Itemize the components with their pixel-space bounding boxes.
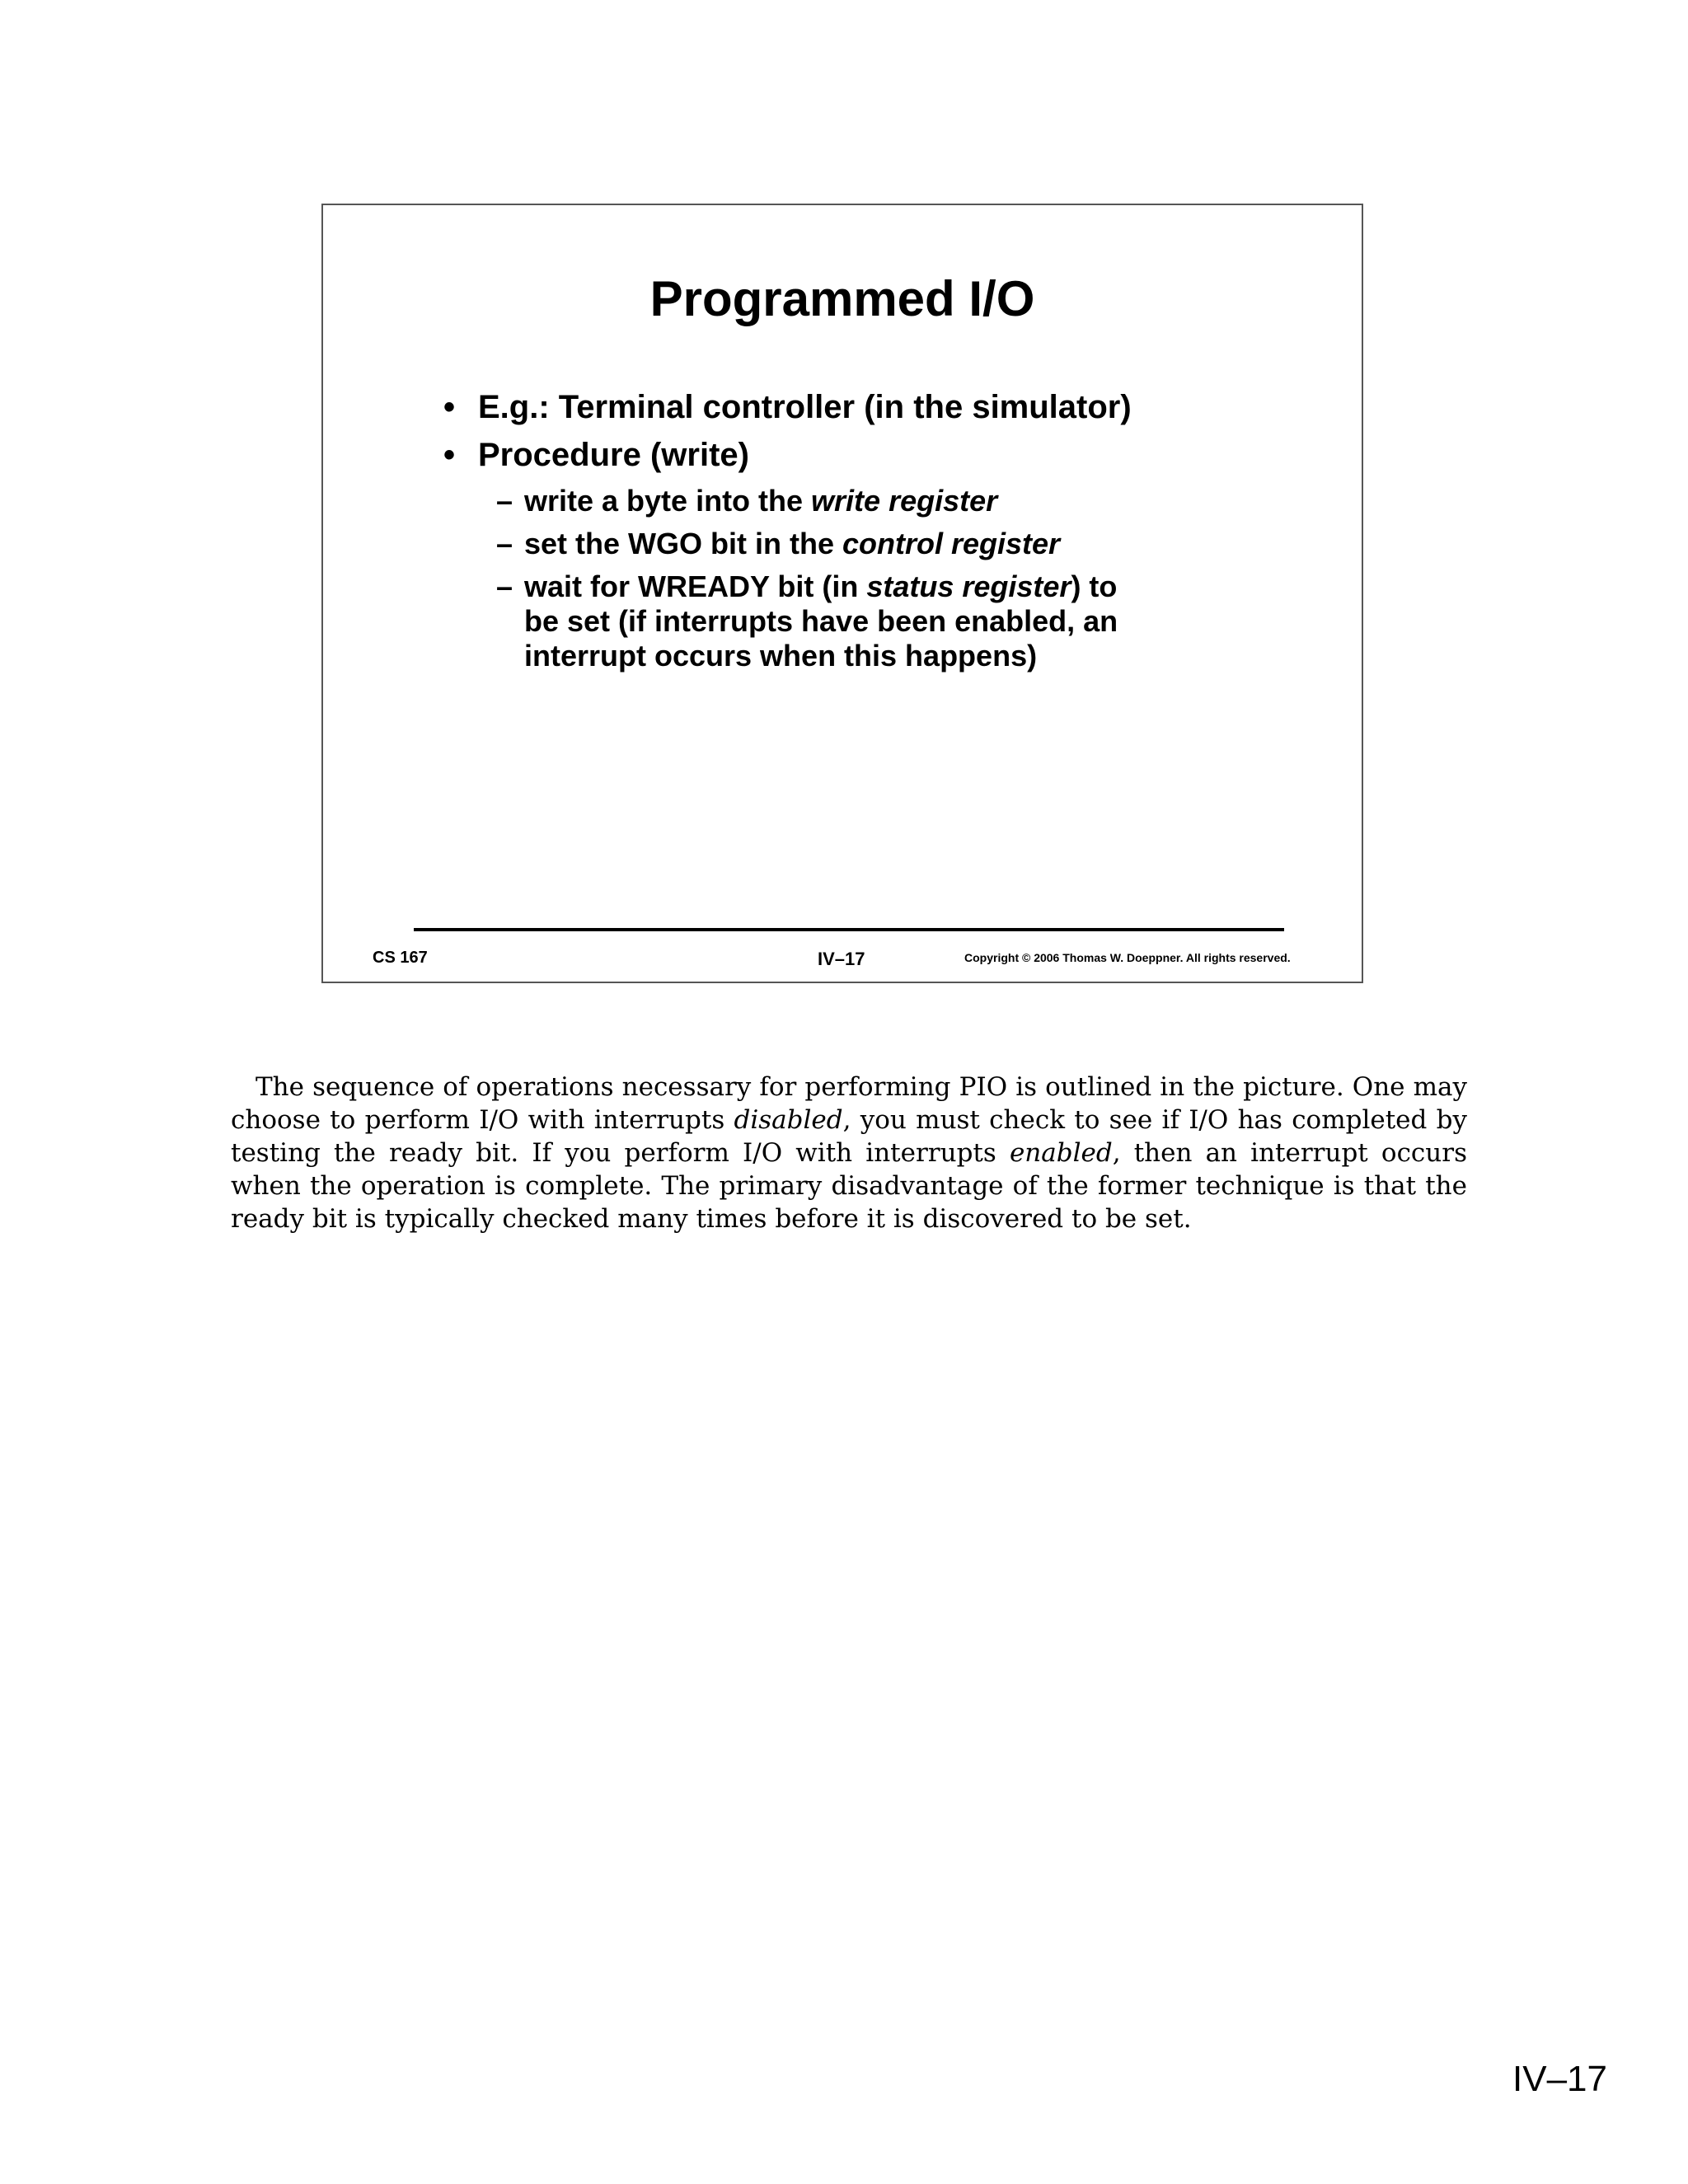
slide-footer-number: IV–17 xyxy=(818,949,865,969)
sub-bullet-text: wait for WREADY bit (in xyxy=(524,569,867,603)
body-text-part: , you must check to see if I/O has completed by testing the ready bit. If you perform I/O with interrupts xyxy=(231,1105,1467,1168)
sub-bullet-marker: – xyxy=(496,569,513,603)
slide-footer-rule xyxy=(414,928,1284,931)
bullet-marker: • xyxy=(443,437,456,473)
sub-bullet-text: write a byte into the xyxy=(524,484,812,518)
sub-bullet-marker: – xyxy=(496,484,513,518)
slide-frame xyxy=(321,204,1363,983)
sub-bullet-emphasis: control register xyxy=(842,527,1061,560)
bullet-item xyxy=(443,387,1268,428)
slide-title: Programmed I/O xyxy=(649,271,1035,326)
sub-bullet-marker: – xyxy=(496,527,513,560)
bullet-item xyxy=(443,434,1268,476)
body-paragraph xyxy=(231,1071,1467,1235)
bullet-text: Procedure (write) xyxy=(478,437,749,473)
slide-bullet-list xyxy=(443,387,1268,673)
sub-bullet-emphasis: status register xyxy=(866,569,1071,603)
sub-bullet-item xyxy=(443,569,1151,673)
bullet-text: E.g.: Terminal controller (in the simulator) xyxy=(478,389,1132,425)
body-emphasis: disabled xyxy=(734,1105,843,1135)
sub-bullet-emphasis: write register xyxy=(811,484,998,518)
body-emphasis: enabled xyxy=(1009,1138,1113,1168)
sub-bullet-item xyxy=(443,484,1151,518)
slide-footer-copyright: Copyright © 2006 Thomas W. Doeppner. All rights reserved. xyxy=(964,951,1291,964)
sub-bullet-item xyxy=(443,527,1151,561)
sub-bullet-text-end: ) to be set (if interrupts have been enabled, an interrupt occurs when this happens) xyxy=(524,569,1118,673)
page-number: IV–17 xyxy=(1512,2059,1607,2099)
bullet-marker: • xyxy=(443,389,456,425)
sub-bullet-text: set the WGO bit in the xyxy=(524,527,842,560)
slide-footer-course: CS 167 xyxy=(373,949,428,967)
body-text-part: The sequence of operations necessary for performing PIO is outlined in the picture. One may choose to perform I/O with interrupts xyxy=(231,1072,1467,1135)
body-text-part: , then an interrupt occurs when the operation is complete. The primary disadvantage of the former technique is that the ready bit is typically checked many times before it is discovered to be set. xyxy=(231,1138,1467,1234)
